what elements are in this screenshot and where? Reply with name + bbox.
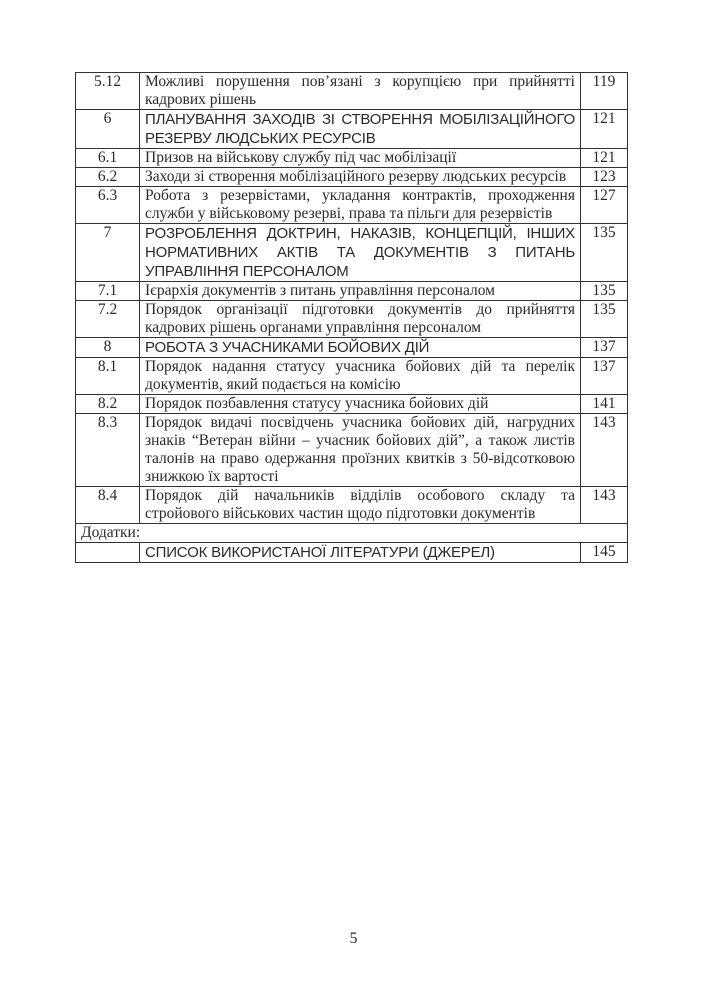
toc-body — [76, 73, 628, 563]
toc-title: Порядок дій начальників відділів особового складу та стройового військових частин щодо підготовки документів — [140, 487, 581, 524]
toc-title: РОЗРОБЛЕННЯ ДОКТРИН, НАКАЗІВ, КОНЦЕПЦІЙ, ІНШИХ НОРМАТИВНИХ АКТІВ ТА ДОКУМЕНТІВ З ПИТАНЬ УПРАВЛІННЯ ПЕРСОНАЛОМ — [140, 224, 581, 282]
toc-title: Порядок організації підготовки документів до прийняття кадрових рішень органами управління персоналом — [140, 301, 581, 338]
toc-page: 135 — [581, 282, 628, 301]
toc-page: 135 — [581, 224, 628, 282]
toc-number: 8.2 — [76, 395, 140, 414]
toc-row — [76, 73, 628, 110]
toc-number: 8 — [76, 338, 140, 358]
toc-number: 8.1 — [76, 358, 140, 395]
toc-number: 6.2 — [76, 168, 140, 187]
toc-title: Ієрархія документів з питань управління персоналом — [140, 282, 581, 301]
toc-appendix-row — [76, 524, 628, 543]
toc-page: 145 — [581, 543, 628, 563]
toc-title: Можливі порушення пов’язані з корупцією при прийнятті кадрових рішень — [140, 73, 581, 110]
toc-title: Заходи зі створення мобілізаційного резерву людських ресурсів — [140, 168, 581, 187]
toc-row — [76, 301, 628, 338]
toc-page: 137 — [581, 358, 628, 395]
toc-row — [76, 187, 628, 224]
toc-title: РОБОТА З УЧАСНИКАМИ БОЙОВИХ ДІЙ — [140, 338, 581, 358]
toc-references-row — [76, 543, 628, 563]
toc-number: 7.2 — [76, 301, 140, 338]
toc-number: 8.4 — [76, 487, 140, 524]
toc-row — [76, 487, 628, 524]
table-of-contents — [75, 72, 628, 563]
toc-page: 121 — [581, 110, 628, 149]
toc-number — [76, 543, 140, 563]
toc-number: 7.1 — [76, 282, 140, 301]
toc-row — [76, 110, 628, 149]
toc-title: Призов на військову службу під час мобілізації — [140, 149, 581, 168]
toc-page: 141 — [581, 395, 628, 414]
toc-row — [76, 149, 628, 168]
toc-number: 6.3 — [76, 187, 140, 224]
toc-title: ПЛАНУВАННЯ ЗАХОДІВ ЗІ СТВОРЕННЯ МОБІЛІЗАЦІЙНОГО РЕЗЕРВУ ЛЮДСЬКИХ РЕСУРСІВ — [140, 110, 581, 149]
toc-title: Порядок позбавлення статусу учасника бойових дій — [140, 395, 581, 414]
toc-page: 121 — [581, 149, 628, 168]
toc-row — [76, 224, 628, 282]
page-number: 5 — [349, 930, 358, 947]
toc-number: 8.3 — [76, 414, 140, 487]
toc-row — [76, 414, 628, 487]
toc-row — [76, 168, 628, 187]
toc-row — [76, 395, 628, 414]
references-title: СПИСОК ВИКОРИСТАНОЇ ЛІТЕРАТУРИ (ДЖЕРЕЛ) — [140, 543, 581, 563]
toc-page: 143 — [581, 414, 628, 487]
toc-title: Порядок видачі посвідчень учасника бойових дій, нагрудних знаків “Ветеран війни – учасник бойових дій”, а також листів талонів на право одержання проїзних квитків з 50-відсотковою знижкою їх вартості — [140, 414, 581, 487]
toc-row — [76, 358, 628, 395]
toc-page: 127 — [581, 187, 628, 224]
toc-row — [76, 338, 628, 358]
toc-number: 6 — [76, 110, 140, 149]
toc-page: 119 — [581, 73, 628, 110]
toc-page: 143 — [581, 487, 628, 524]
toc-title: Робота з резервістами, укладання контрактів, проходження служби у військовому резерві, права та пільги для резервістів — [140, 187, 581, 224]
toc-page: 123 — [581, 168, 628, 187]
toc-title: Порядок надання статусу учасника бойових дій та перелік документів, який подається на комісію — [140, 358, 581, 395]
appendix-label: Додатки: — [76, 524, 628, 543]
toc-number: 6.1 — [76, 149, 140, 168]
toc-number: 7 — [76, 224, 140, 282]
toc-row — [76, 282, 628, 301]
toc-page: 135 — [581, 301, 628, 338]
toc-number: 5.12 — [76, 73, 140, 110]
toc-page: 137 — [581, 338, 628, 358]
